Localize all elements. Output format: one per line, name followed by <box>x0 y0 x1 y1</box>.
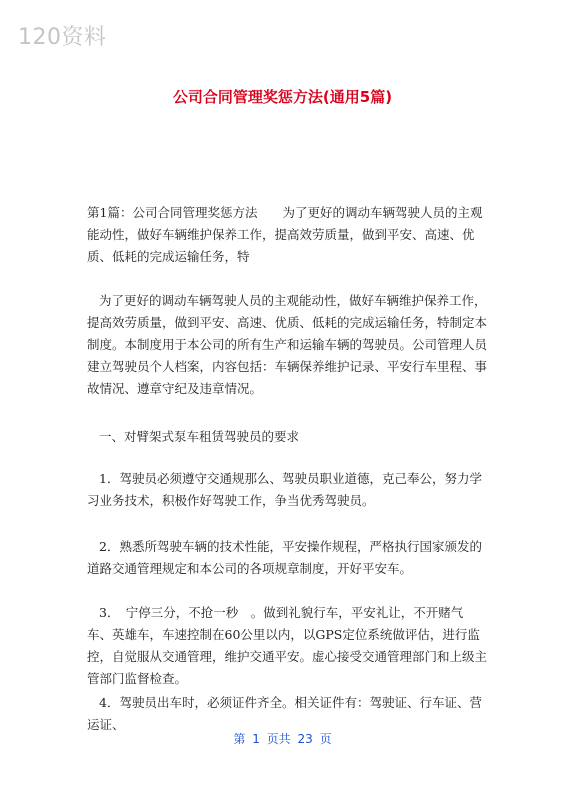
document-title: 公司合同管理奖惩方法(通用5篇) <box>172 88 393 106</box>
paragraph-item-1: 1．驾驶员必须遵守交通规那么、驾驶员职业道德，克己奉公，努力学习业务技术，积极作好驾驶工作，争当优秀驾驶员。 <box>87 471 482 508</box>
paragraph-item-2: 2．熟悉所驾驶车辆的技术性能，平安操作规程，严格执行国家颁发的道路交通管理规定和本公司的各项规章制度，开好平安车。 <box>87 539 482 576</box>
paragraph-intro: 第1篇：公司合同管理奖惩方法 为了更好的调动车辆驾驶人员的主观能动性，做好车辆维护保养工作，提高效劳质量，做到平安、高速、优质、低耗的完成运输任务，特 <box>87 205 483 264</box>
paragraph-item-3: 3． 宁停三分，不抢一秒 。做到礼貌行车，平安礼让，不开赌气车、英雄车，车速控制在60公里以内，以GPS定位系统做评估，进行监控，自觉服从交通管理，维护交通平安。虚心接受交通管理部门和上级主管部门监督检查。 <box>87 605 488 686</box>
paragraph-purpose: 为了更好的调动车辆驾驶人员的主观能动性，做好车辆维护保养工作，提高效劳质量，做到平安、高速、优质、低耗的完成运输任务，特制定本制度。本制度用于本公司的所有生产和运输车辆的驾驶员。公司管理人员建立驾驶员个人档案，内容包括：车辆保养维护记录、平安行车里程、事故情况、遵章守纪及违章情况。 <box>87 293 488 396</box>
paragraph-item-4: 4．驾驶员出车时，必须证件齐全。相关证件有：驾驶证、行车证、营运证、 <box>87 695 482 732</box>
page-number: 第 1 页共 23 页 <box>233 732 332 746</box>
watermark-logo: 120资料 <box>18 25 107 50</box>
section-heading: 一、对臂架式泵车租赁驾驶员的要求 <box>99 429 300 444</box>
